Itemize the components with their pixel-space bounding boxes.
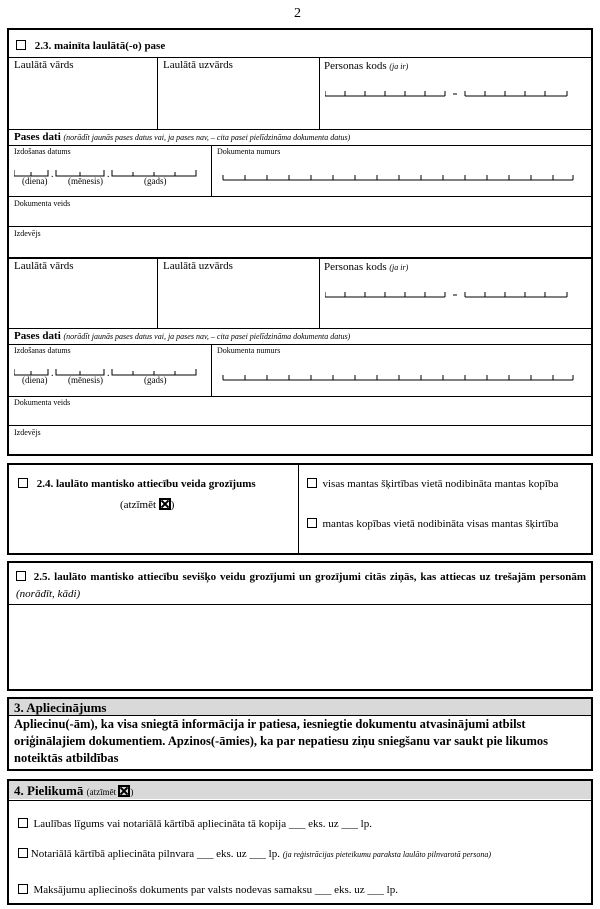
doc-type-label: Dokumenta veids [14,199,71,208]
section-3-text: Apliecinu(-ām), ka visa sniegtā informācija ir patiesa, iesniegtie dokumentu atvasinājumi atbilst oriģinālajiem dokumentiem. Apzinos(-āmies), ka par nepatiesu ziņu sniegšanu var saukt pie likumos noteiktās atbildības [14,717,548,765]
option-1-checkbox[interactable] [307,478,317,488]
day-label-2: (diena) [22,375,48,385]
doc-number-field[interactable] [221,170,575,182]
passport-data-label-2: Pases dati (norādīt jaunās pases datus vai, ja pases nav, – cita pasei pielīdzināma dokumenta datus) [14,330,351,342]
year-label: (gads) [144,176,167,186]
spouse-surname-label: Laulātā uzvārds [163,59,233,71]
svg-text:.: . [107,368,110,378]
year-label-2: (gads) [144,375,167,385]
spouse-name-label-2: Laulātā vārds [14,260,74,272]
attachment-marriage-contract[interactable]: Laulības līgums vai notariālā kārtībā apliecināta tā kopija ___ eks. uz ___ lp. [18,818,372,830]
personal-code-cells-icon [325,87,570,99]
attachment-power-of-attorney[interactable]: Notariālā kārtībā apliecināta pilnvara ___ eks. uz ___ lp. (ja reģistrācijas pieteikumu paraksta laulāto pilnvarotā persona) [18,848,491,860]
section-3-title: 3. Apliecinājums [14,700,107,715]
section-2-4-mark: (atzīmēt ) [120,499,175,511]
spouse-surname-label-2: Laulātā uzvārds [163,260,233,272]
attachment-3-checkbox[interactable] [18,884,28,894]
personal-code-label: Personas kods (ja ir) [324,60,409,72]
attachment-1-checkbox[interactable] [18,818,28,828]
doc-number-field-2[interactable] [221,370,575,382]
personal-code-field[interactable] [325,86,570,98]
checked-box-icon [118,785,130,797]
section-2-5-title: 2.5. laulāto mantisko attiecību sevišķo veidu grozījumi un grozījumi citās ziņās, kas attiecas uz trešajām personām (norādīt, kādi) [16,571,587,600]
section-2-4-checkbox[interactable] [18,478,28,488]
attachment-payment-document[interactable]: Maksājumu apliecinošs dokuments par valsts nodevas samaksu ___ eks. uz ___ lp. [18,884,398,896]
checked-box-icon [159,498,171,510]
section-2-3-checkbox[interactable] [16,40,26,50]
page-number: 2 [294,6,301,21]
option-property-community[interactable]: visas mantas šķirtības vietā nodibināta mantas kopība [307,476,585,493]
month-label-2: (mēnesis) [68,375,103,385]
option-2-checkbox[interactable] [307,518,317,528]
doc-number-label: Dokumenta numurs [217,147,281,156]
issue-date-label: Izdošanas datums [14,147,71,156]
doc-type-label-2: Dokumenta veids [14,398,71,407]
section-4-title: 4. Pielikumā (atzīmēt ) [14,783,134,798]
passport-data-label: Pases dati (norādīt jaunās pases datus vai, ja pases nav, – cita pasei pielīdzināma dokumenta datus) [14,131,351,143]
doc-number-label-2: Dokumenta numurs [217,346,281,355]
issue-date-label-2: Izdošanas datums [14,346,71,355]
day-label: (diena) [22,176,48,186]
svg-text:.: . [51,368,54,378]
section-2-4-title: 2.4. laulāto mantisko attiecību veida grozījums [18,478,256,490]
spouse-name-label: Laulātā vārds [14,59,74,71]
personal-code-label-2: Personas kods (ja ir) [324,261,409,273]
svg-text:.: . [51,169,54,179]
section-2-3-title: 2.3. mainīta laulātā(-o) pase [16,40,165,52]
issuer-label-2: Izdevējs [14,428,41,437]
personal-code-field-2[interactable] [325,287,570,299]
month-label: (mēnesis) [68,176,103,186]
option-property-separation[interactable]: mantas kopības vietā nodibināta visas mantas šķirtība [307,516,585,533]
attachment-2-checkbox[interactable] [18,848,28,858]
issuer-label: Izdevējs [14,229,41,238]
section-2-5-checkbox[interactable] [16,571,26,581]
svg-text:.: . [107,169,110,179]
section-2-5-text-area[interactable] [9,605,591,689]
